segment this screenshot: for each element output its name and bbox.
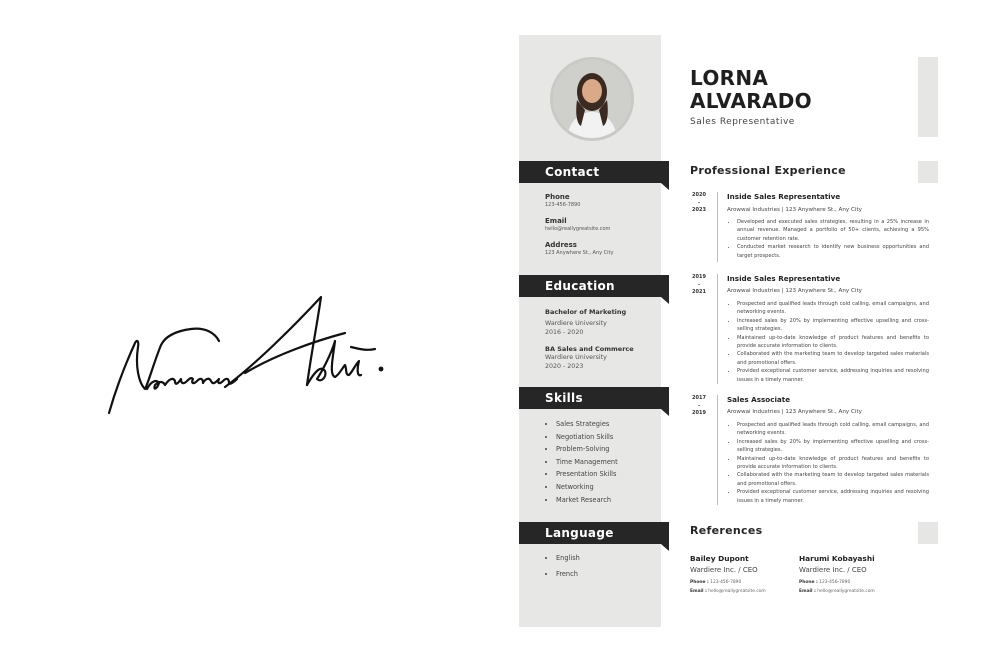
job-bullet: • Provided exceptional customer service, addressing inquiries and resolving issues in a timely manner. [737, 367, 929, 384]
job-title: Inside Sales Representative [727, 274, 841, 283]
references-heading: References [690, 524, 763, 537]
reference-name: Harumi Kobayashi [799, 554, 875, 563]
decorative-block [918, 522, 938, 544]
name-line-2: ALVARADO [690, 89, 812, 113]
job-bullet: • Increased sales by 20% by implementing effective upselling and cross-selling strategies. [737, 438, 929, 455]
name-line-1: LORNA [690, 66, 769, 90]
job-title: Sales Associate [727, 395, 791, 404]
education-degree: Bachelor of Marketing [545, 308, 627, 316]
job-bullet: • Collaborated with the marketing team to develop targeted sales materials and promotional offers. [737, 471, 929, 488]
job-dates [683, 395, 715, 418]
experience-heading: Professional Experience [690, 164, 846, 177]
profile-photo [550, 57, 634, 141]
job-bullet: • Maintained up-to-date knowledge of product features and benefits to provide accurate information to clients. [737, 455, 929, 472]
reference-company: Wardiere Inc. / CEO [690, 566, 758, 574]
skill-item: • Time Management [556, 456, 618, 469]
job-bullet: • Prospected and qualified leads through cold calling, email campaigns, and networking events. [737, 300, 929, 317]
language-item: • French [556, 567, 580, 583]
decorative-block [918, 57, 938, 137]
job-bullet: • Maintained up-to-date knowledge of product features and benefits to provide accurate information to clients. [737, 334, 929, 351]
job-start-year: 2020 [692, 192, 706, 198]
job-bullet: • Conducted market research to identify new business opportunities and target prospects. [737, 243, 929, 260]
reference-phone-value: 123-456-7890 [710, 580, 742, 585]
job-bullet: • Prospected and qualified leads through cold calling, email campaigns, and networking events. [737, 421, 929, 438]
education-years: 2020 - 2023 [545, 363, 584, 370]
job-date-dash: - [697, 199, 701, 206]
reference-company: Wardiere Inc. / CEO [799, 566, 867, 574]
job-bullet: • Collaborated with the marketing team to develop targeted sales materials and promotional offers. [737, 350, 929, 367]
job-bullets [727, 218, 929, 260]
job-bullet: • Increased sales by 20% by implementing effective upselling and cross-selling strategies. [737, 317, 929, 334]
reference-phone-value: 123-456-7890 [819, 580, 851, 585]
contact-heading: Contact [519, 161, 669, 183]
job-company: Arowwai Industries | 123 Anywhere St., Any City [727, 409, 862, 415]
reference-email [799, 589, 875, 594]
skill-item: • Problem-Solving [556, 443, 618, 456]
education-school: Wardiere University [545, 354, 607, 361]
resume-role: Sales Representative [690, 117, 795, 127]
reference-email-label: Email : [690, 589, 707, 594]
timeline-line [717, 274, 718, 384]
skill-item: • Negotiation Skills [556, 431, 618, 444]
email-value: hello@reallygreatsite.com [545, 226, 611, 232]
decorative-block [918, 161, 938, 183]
job-start-year: 2019 [692, 274, 706, 280]
address-label: Address [545, 241, 577, 249]
reference-email [690, 589, 766, 594]
job-company: Arowwai Industries | 123 Anywhere St., Any City [727, 207, 862, 213]
reference-email-value: hello@reallygreatsite.com [708, 589, 766, 594]
skills-list [547, 418, 618, 506]
address-value: 123 Anywhere St., Any City [545, 250, 614, 256]
job-start-year: 2017 [692, 395, 706, 401]
job-end-year: 2023 [692, 207, 706, 213]
reference-phone [799, 580, 850, 585]
language-list [547, 551, 580, 582]
skills-heading: Skills [519, 387, 669, 409]
job-bullet: • Provided exceptional customer service, addressing inquiries and resolving issues in a timely manner. [737, 488, 929, 505]
job-dates [683, 192, 715, 215]
reference-name: Bailey Dupont [690, 554, 749, 563]
reference-phone-label: Phone : [799, 580, 818, 585]
language-item: • English [556, 551, 580, 567]
job-end-year: 2021 [692, 289, 706, 295]
phone-value: 123-456-7890 [545, 202, 581, 208]
timeline-line [717, 395, 718, 505]
reference-email-value: hello@reallygreatsite.com [817, 589, 875, 594]
skill-item: • Networking [556, 481, 618, 494]
resume-page [519, 35, 939, 627]
job-bullet: • Developed and executed sales strategies, resulting in a 25% increase in annual revenue. Managed a portfolio of 50+ clients, achieving a 95% customer retention rate. [737, 218, 929, 243]
job-date-dash: - [697, 281, 701, 288]
phone-label: Phone [545, 193, 570, 201]
skill-item: • Sales Strategies [556, 418, 618, 431]
education-years: 2016 - 2020 [545, 329, 584, 336]
skill-item: • Presentation Skills [556, 468, 618, 481]
language-heading: Language [519, 522, 669, 544]
job-bullets [727, 300, 929, 384]
education-school: Wardiere University [545, 320, 607, 327]
reference-phone [690, 580, 741, 585]
job-company: Arowwai Industries | 123 Anywhere St., Any City [727, 288, 862, 294]
resume-name [690, 67, 812, 113]
job-title: Inside Sales Representative [727, 192, 841, 201]
handwritten-signature [95, 285, 385, 425]
education-degree: BA Sales and Commerce [545, 345, 634, 353]
timeline-line [717, 192, 718, 262]
job-date-dash: - [697, 402, 701, 409]
skill-item: • Market Research [556, 494, 618, 507]
reference-email-label: Email : [799, 589, 816, 594]
email-label: Email [545, 217, 567, 225]
job-end-year: 2019 [692, 410, 706, 416]
education-heading: Education [519, 275, 669, 297]
job-bullets [727, 421, 929, 505]
job-dates [683, 274, 715, 297]
reference-phone-label: Phone : [690, 580, 709, 585]
